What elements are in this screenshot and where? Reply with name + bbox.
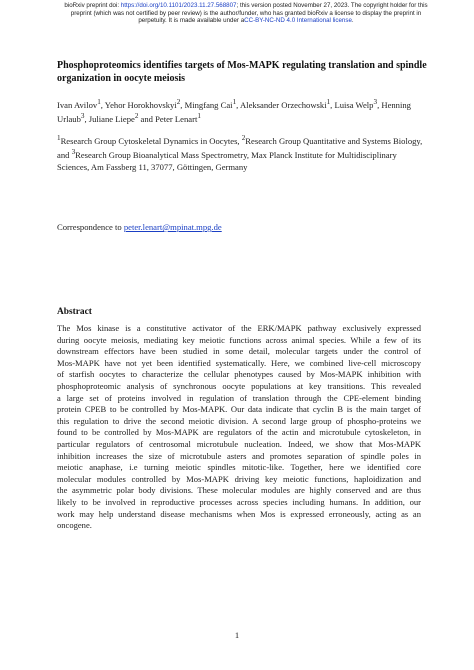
- abstract-line: The Mos kinase is a constitutive activator of the ERK/MAPK pathway exclusively expressed: [57, 323, 421, 333]
- affiliation-1: Research Group Cytoskeletal Dynamics in Oocytes,: [60, 135, 242, 146]
- abstract-line: of starfish oocytes to characterize the cellular phenotypes caused by Mos-MAPK inhibition with: [57, 369, 421, 380]
- abstract-line: Mos-MAPK have not yet been identified systematically. Here, we combined live-cell microscopy: [57, 357, 421, 368]
- abstract-line: oncogene.: [57, 520, 92, 531]
- author: Peter Lenart: [155, 114, 198, 125]
- author: Juliane Liepe: [88, 114, 135, 125]
- doi-link[interactable]: https://doi.org/10.1101/2023.11.27.568807: [120, 2, 237, 9]
- abstract-line: particular regulators of centrosomal microtubule nucleation. Indeed, we show that Mos-MAPK: [57, 438, 421, 449]
- abstract-line: during oocyte meiosis, mediating key meiotic functions across animal species. While a few of its: [57, 334, 421, 345]
- abstract-line: molecular modules controlled by Mos-MAPK driving key meiotic functions, haploidization and: [57, 473, 421, 484]
- banner-line-2: preprint (which was not certified by peer review) is the author/funder, who has granted bioRxiv a license to display the preprint in: [70, 9, 422, 17]
- abstract-line: a large set of proteins involved in regulation of translation through the CPE-element binding: [57, 392, 421, 403]
- affiliation-2: Research Group Quantitative and Systems Biology, and: [57, 135, 423, 161]
- author: Ivan Avilov: [57, 99, 98, 110]
- paper-title: Phosphoproteomics identifies targets of Mos-MAPK regulating translation and spindle organization in oocyte meiosis: [57, 60, 427, 84]
- abstract-line: inhibition increases the size of microtubule asters and promotes separation of spindle poles in: [57, 450, 421, 461]
- abstract-line: phosphoproteomic analysis of synchronous oocyte populations at key transitions. This revealed: [57, 380, 421, 391]
- author-list: Ivan Avilov$^1$, Yehor Horokhovskyi$^2$, Mingfang Cai$^1$, Aleksander Orzechowski$^1$, Luisa Welp$^3$, Henning Urlaub$^3$, Juliane Liepe$^2$ and Peter Lenart$^1$: [57, 98, 411, 125]
- banner-line-1: bioRxiv preprint doi: https://doi.org/10.1101/2023.11.27.568807; this version posted November 27, 2023. The copyright holder for this: [64, 2, 428, 9]
- banner-line-3: perpetuity. It is made available under aCC-BY-NC-ND 4.0 International license.: [138, 17, 354, 25]
- abstract-line: meiotic anaphase, i.e turning meiotic spindles mitotic-like. Together, here we identified core: [57, 462, 421, 473]
- affiliation-3: Research Group Bioanalytical Mass Spectrometry, Max Planck Institute for Multidisciplinary Sciences, Am Fassberg 11, 37077, Göttingen, Germany: [57, 150, 397, 172]
- affiliations: $^1$Research Group Cytoskeletal Dynamics in Oocytes, $^2$Research Group Quantitative and Systems Biology, and $^3$Research Group Bioanalytical Mass Spectrometry, Max Planck Institute for Multidisciplinary Sciences, Am Fassberg 11, 37077, Göttingen, Germany: [57, 134, 423, 172]
- abstract-line: the asymmetric polar body divisions. These molecular modules are highly conserved and are thus: [57, 485, 421, 496]
- abstract-line: this regulation to drive the second meiotic division. A second large group of phospho-proteins we: [57, 415, 421, 426]
- author: Yehor Horokhovskyi: [104, 99, 177, 110]
- page-number: 1: [234, 630, 240, 640]
- author: Mingfang Cai: [184, 99, 233, 110]
- abstract-line: likely to be involved in reproductive processes across species including humans. In addition, our: [57, 496, 421, 507]
- author: Luisa Welp: [334, 99, 374, 110]
- abstract-line: protein CPEB to be controlled by Mos-MAPK. Our data indicate that cyclin B is the main target of: [57, 404, 421, 415]
- license-link[interactable]: CC-BY-NC-ND 4.0 International license: [244, 17, 352, 25]
- preprint-banner: [60, 2, 432, 25]
- author: Aleksander Orzechowski: [239, 99, 327, 110]
- author: Henning Urlaub: [57, 99, 411, 125]
- correspondence-email-link[interactable]: peter.lenart@mpinat.mpg.de: [123, 222, 222, 232]
- abstract-line: found to be controlled by Mos-MAPK are regulators of the actin and microtubule cytoskeleton, in: [57, 427, 421, 438]
- abstract-line: downstream effectors have been studied in some detail, molecular targets under the control of: [57, 346, 421, 357]
- abstract-body: [57, 323, 421, 532]
- correspondence: Correspondence to peter.lenart@mpinat.mpg.de: [57, 222, 222, 232]
- abstract-heading: Abstract: [57, 307, 92, 317]
- abstract-line: work may help understand disease mechanisms when Mos is expressed erroneously, acting as an: [57, 508, 421, 519]
